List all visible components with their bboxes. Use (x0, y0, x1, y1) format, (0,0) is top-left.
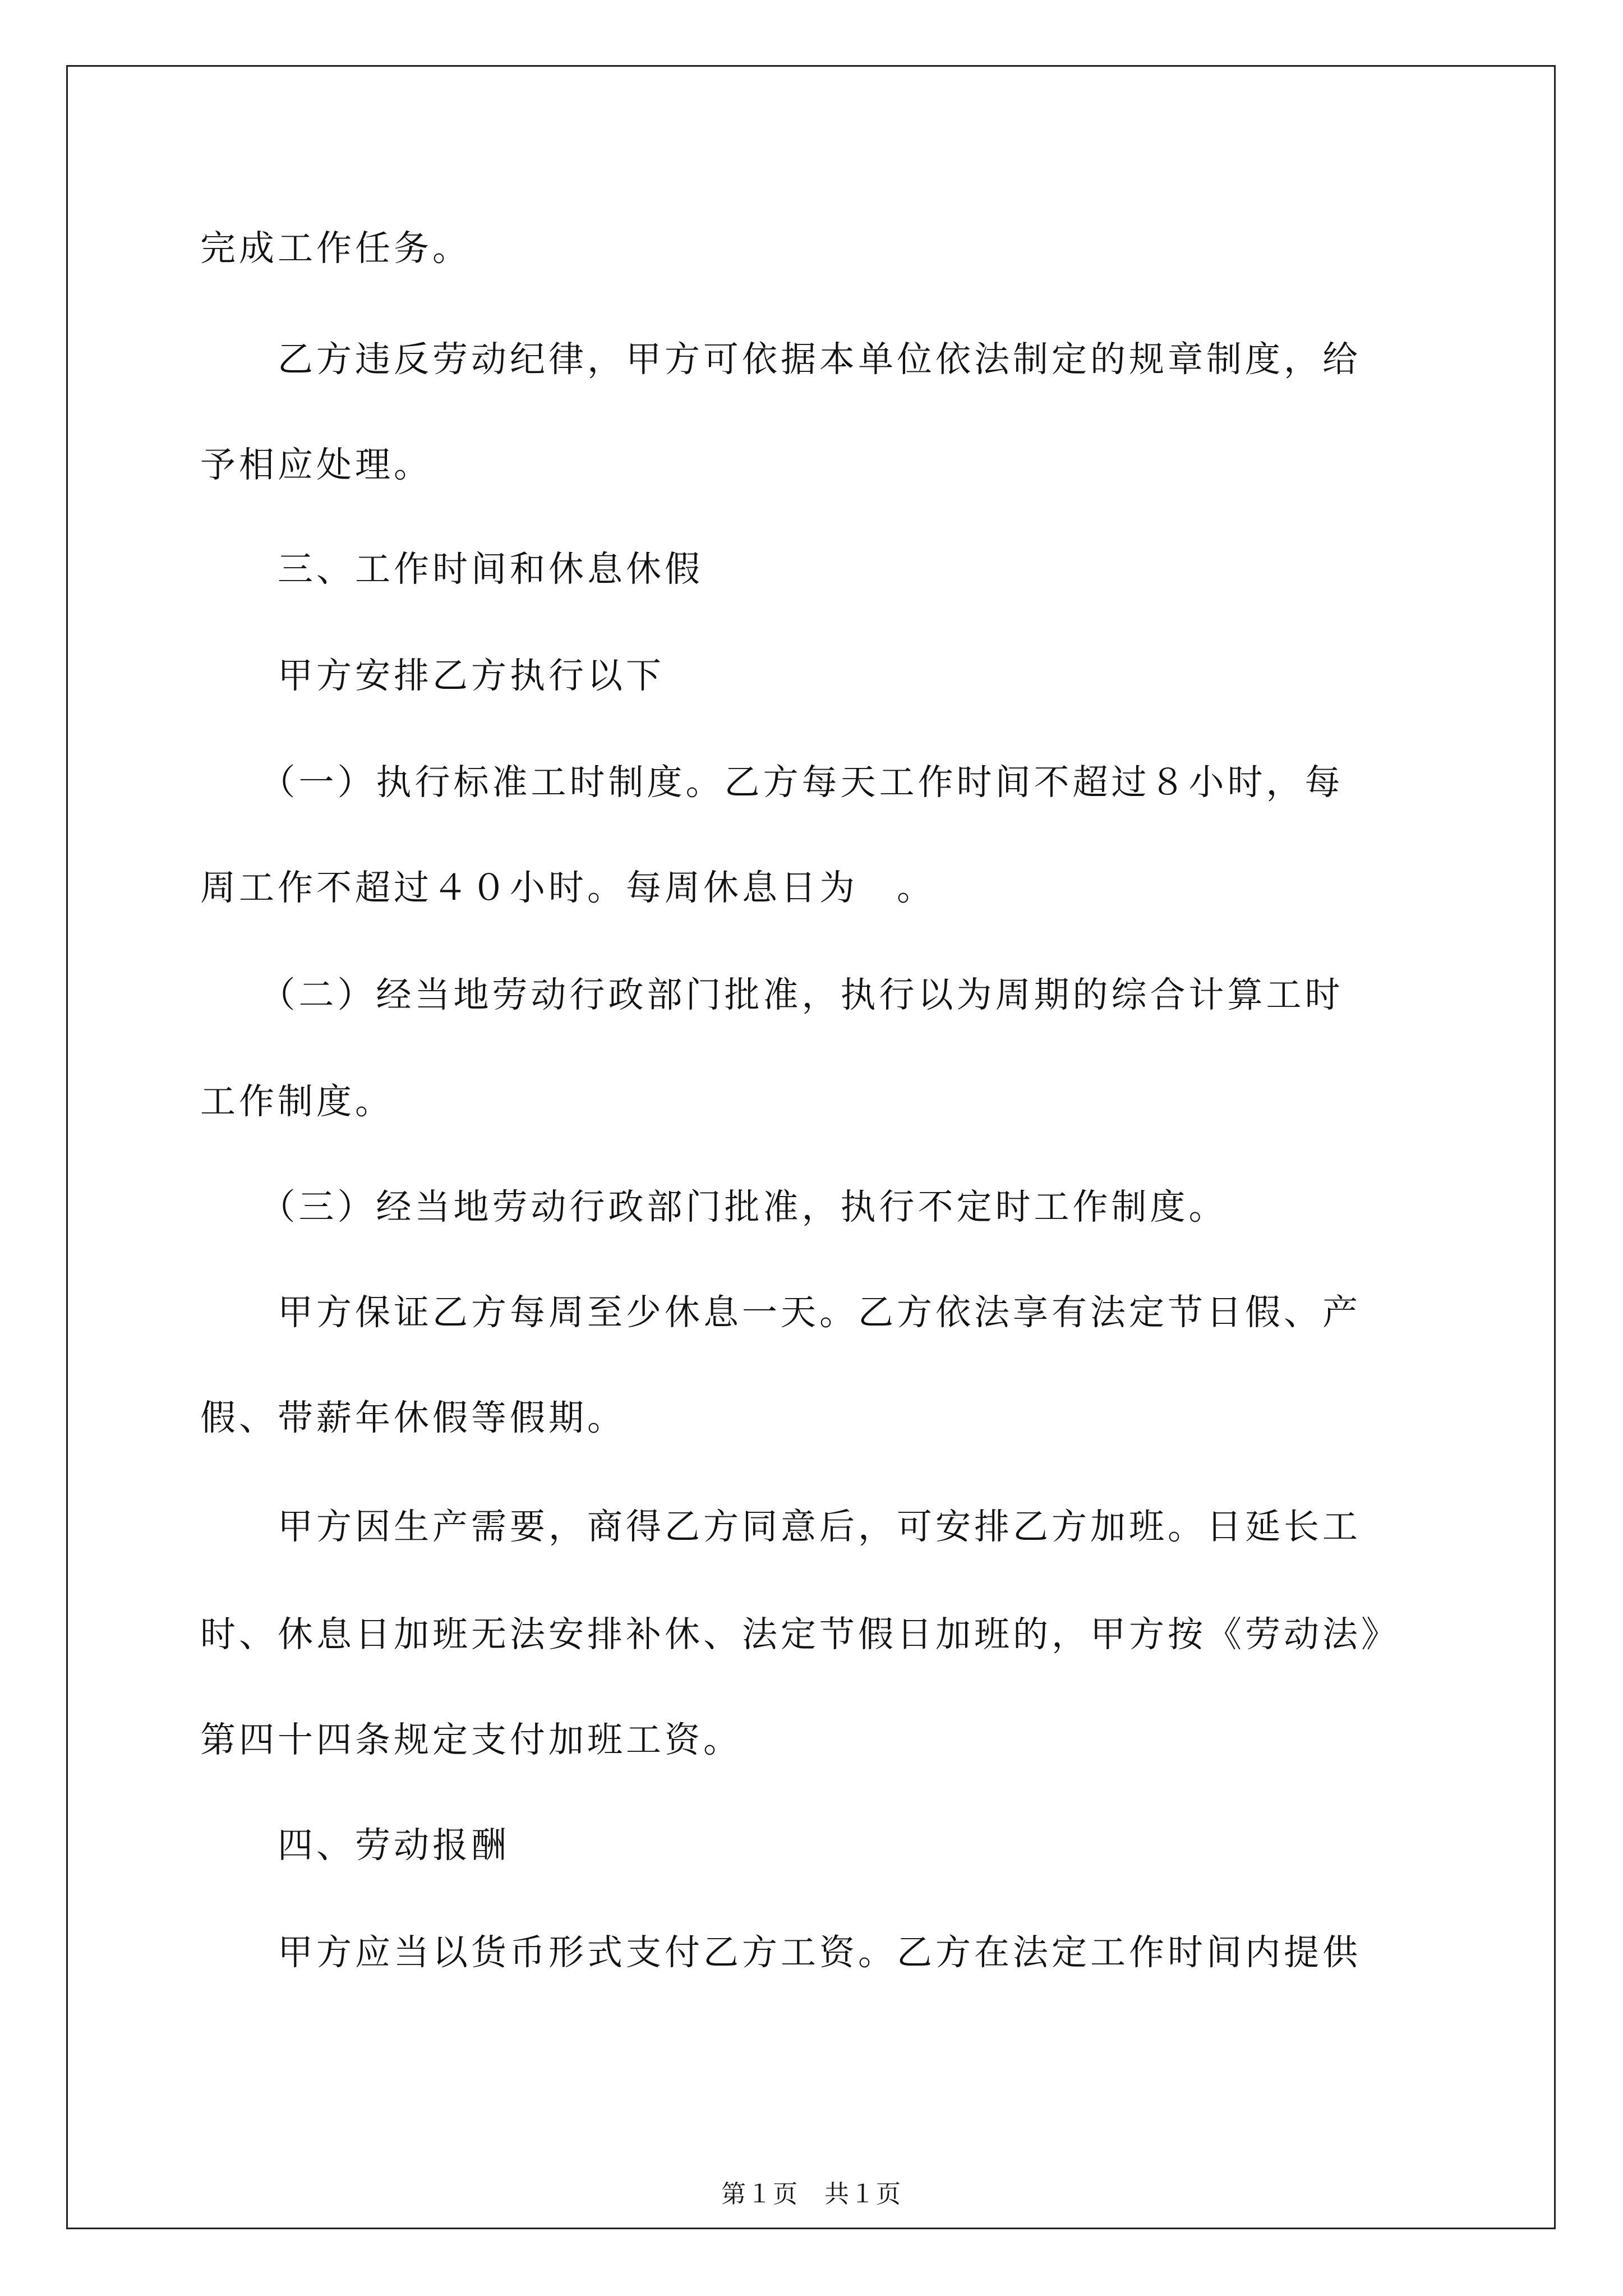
body-line-5: 甲方安排乙方执行以下 (200, 655, 665, 696)
section-heading-4: 四、劳动报酬 (200, 1825, 510, 1866)
section-heading-3: 三、工作时间和休息休假 (200, 549, 703, 590)
body-line-11: 甲方保证乙方每周至少休息一天。乙方依法享有法定节日假、产 (200, 1292, 1361, 1333)
body-line-7: 周工作不超过４０小时。每周休息日为 。 (200, 867, 935, 908)
body-line-17: 甲方应当以货币形式支付乙方工资。乙方在法定工作时间内提供 (200, 1932, 1361, 1973)
body-line-14: 时、休息日加班无法安排补休、法定节假日加班的，甲方按《劳动法》 (200, 1614, 1400, 1655)
body-line-6: （一）执行标准工时制度。乙方每天工作时间不超过８小时，每 (200, 762, 1344, 803)
body-line-12: 假、带薪年休假等假期。 (200, 1397, 626, 1438)
body-line-2: 乙方违反劳动纪律，甲方可依据本单位依法制定的规章制度，给 (200, 339, 1361, 380)
body-line-1: 完成工作任务。 (200, 228, 471, 269)
body-line-10: （三）经当地劳动行政部门批准，执行不定时工作制度。 (200, 1186, 1228, 1227)
body-line-9: 工作制度。 (200, 1081, 394, 1122)
page-border (66, 65, 1556, 2229)
body-line-3: 予相应处理。 (200, 444, 432, 485)
page-footer: 第１页 共１页 (721, 2180, 902, 2208)
body-line-8: （二）经当地劳动行政部门批准，执行以为周期的综合计算工时 (200, 974, 1344, 1015)
body-line-13: 甲方因生产需要，商得乙方同意后，可安排乙方加班。日延长工 (200, 1506, 1361, 1547)
body-line-15: 第四十四条规定支付加班工资。 (200, 1719, 742, 1760)
